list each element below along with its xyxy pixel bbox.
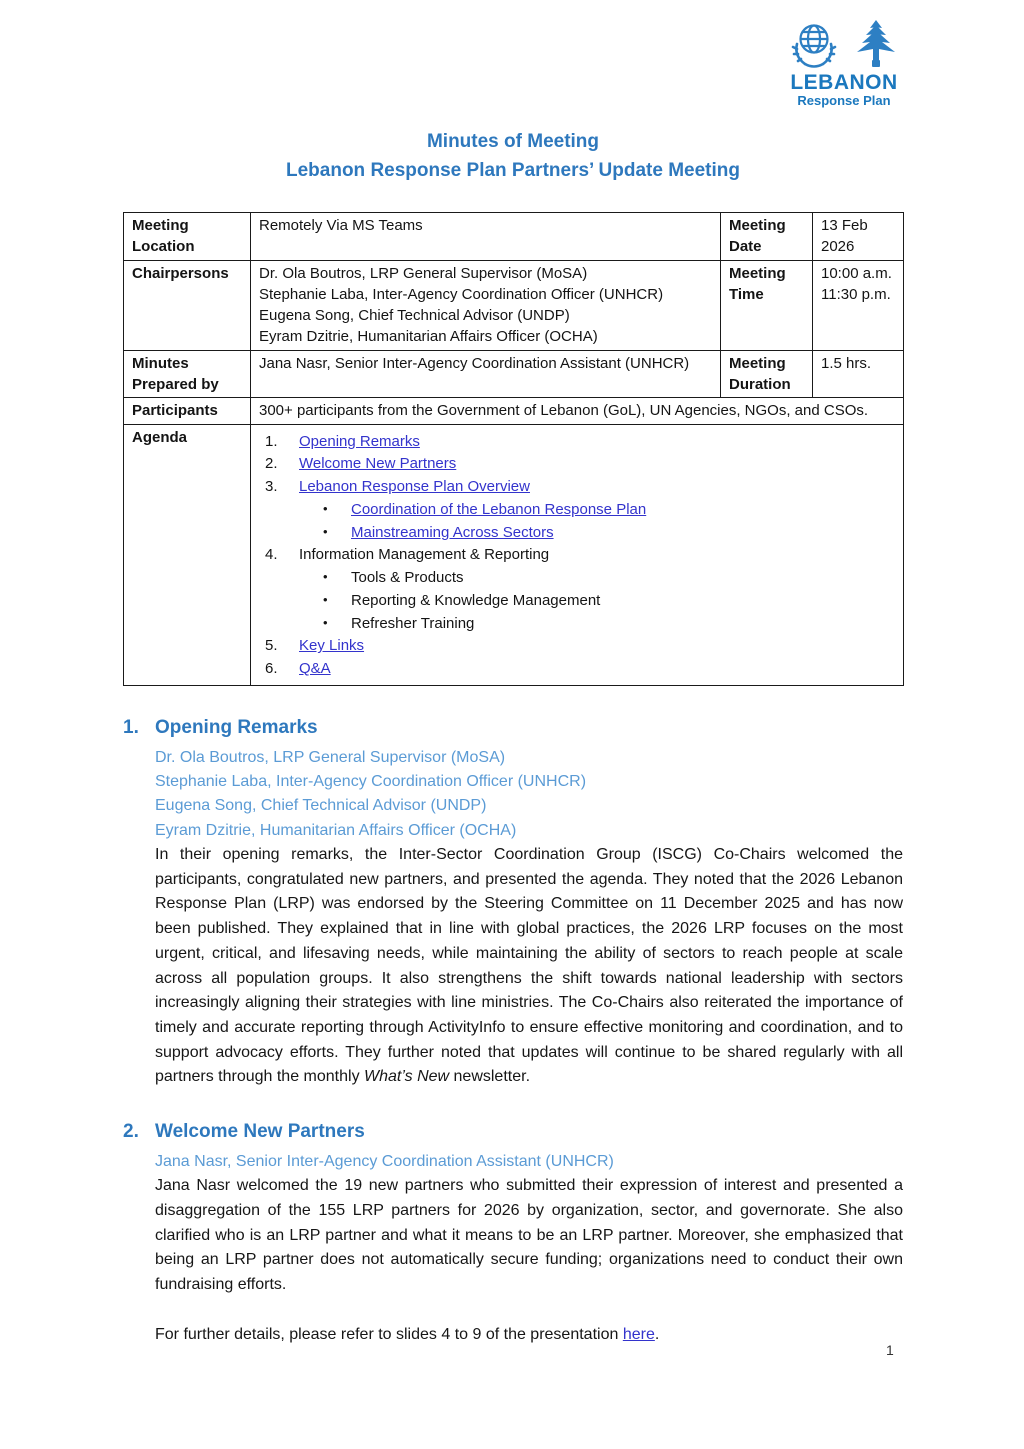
bullet-icon: • — [323, 591, 328, 607]
agenda-item-number: 5. — [265, 637, 278, 655]
bullet-icon: • — [323, 523, 328, 539]
agenda-subitem-text: Tools & Products — [351, 569, 464, 587]
table-row-chairpersons — [124, 260, 904, 350]
inline-link[interactable]: here — [622, 1325, 655, 1343]
agenda-item — [259, 658, 895, 680]
chairperson-line: Dr. Ola Boutros, LRP General Supervisor (MoSA) — [259, 264, 588, 282]
agenda-list — [259, 427, 895, 683]
text-run: What’s New — [364, 1068, 450, 1086]
participants-value: 300+ participants from the Government of Lebanon (GoL), UN Agencies, NGOs, and CSOs. — [251, 398, 904, 424]
agenda-subitem — [259, 522, 895, 544]
logo-icons — [781, 18, 907, 70]
text-run: . — [654, 1325, 660, 1343]
table-row-minutes — [124, 350, 904, 398]
lebanon-response-plan-logo — [781, 18, 907, 109]
meeting-date-line2: 2026 — [821, 238, 855, 256]
speaker-line: Jana Nasr, Senior Inter-Agency Coordination Assistant (UNHCR) — [155, 1152, 614, 1170]
agenda-subitem — [259, 590, 895, 612]
speakers — [155, 1150, 903, 1174]
agenda-subitem — [259, 499, 895, 521]
meeting-date-label: Meeting Date — [721, 213, 813, 261]
agenda-item-number: 4. — [265, 546, 278, 564]
agenda-item — [259, 476, 895, 498]
un-globe-icon — [785, 18, 843, 70]
agenda-subitem-text: Refresher Training — [351, 614, 475, 632]
meeting-duration-value: 1.5 hrs. — [813, 350, 904, 398]
meeting-time-label: Meeting Time — [721, 260, 813, 350]
meeting-time-line1: 10:00 a.m. — [821, 264, 892, 282]
agenda-cell — [251, 424, 904, 685]
speaker-line: Stephanie Laba, Inter-Agency Coordination Officer (UNHCR) — [155, 772, 587, 790]
bullet-icon: • — [323, 500, 328, 516]
agenda-item-text: Information Management & Reporting — [299, 546, 550, 564]
chairpersons-label: Chairpersons — [124, 260, 251, 350]
text-run: For further details, please refer to slides 4 to 9 of the presentation — [155, 1325, 623, 1343]
agenda-sublink[interactable]: Coordination of the Lebanon Response Plan — [351, 500, 647, 518]
agenda-item — [259, 453, 895, 475]
table-row-agenda — [124, 424, 904, 685]
meeting-meta-table — [123, 212, 904, 686]
page-number: 1 — [886, 1342, 894, 1358]
chairperson-line: Eyram Dzitrie, Humanitarian Affairs Officer (OCHA) — [259, 328, 598, 346]
speakers — [155, 746, 903, 843]
section-heading — [123, 716, 903, 740]
agenda-item-number: 2. — [265, 455, 278, 473]
meeting-location-label: Meeting Location — [124, 213, 251, 261]
speaker-line: Dr. Ola Boutros, LRP General Supervisor (MoSA) — [155, 748, 506, 766]
agenda-subitem — [259, 613, 895, 635]
meeting-date-value — [813, 213, 904, 261]
document-title-line1: Minutes of Meeting — [426, 131, 600, 152]
agenda-item-number: 6. — [265, 660, 278, 678]
document-body — [123, 128, 903, 1347]
speaker-line: Eyram Dzitrie, Humanitarian Affairs Officer (OCHA) — [155, 821, 517, 839]
logo-subtitle: Response Plan — [797, 93, 891, 109]
text-run: newsletter. — [449, 1068, 531, 1086]
paragraph — [155, 1323, 903, 1348]
speaker-line: Eugena Song, Chief Technical Advisor (UNDP) — [155, 797, 487, 815]
text-run: In their opening remarks, the Inter-Sector Coordination Group (ISCG) Co-Chairs welcomed the participants, congratulated new partners, and presented the agenda. They noted that the 2026 Lebanon Response Plan (LRP) was endorsed by the Steering Committee on 11 December 2025 and has now been published. They explained that in line with global practices, the 2026 LRP focuses on the most urgent, critical, and lifesaving needs, while maintaining the ability of sectors to reach people at scale across all population groups. It also strengthens the shift towards national leadership with sectors increasingly aligning their strategies with line ministries. The Co-Chairs also reiterated the importance of timely and accurate reporting through ActivityInfo to ensure effective monitoring and coordination, and to support advocacy efforts. They further noted that updates will continue to be shared regularly with all partners through the monthly — [155, 845, 903, 1086]
bullet-icon: • — [323, 569, 328, 585]
meeting-time-line2: 11:30 p.m. — [821, 285, 891, 303]
section — [123, 716, 903, 1090]
section-number: 1. — [123, 716, 139, 738]
meeting-date-line1: 13 Feb — [821, 217, 868, 234]
paragraph — [155, 843, 903, 1090]
agenda-link[interactable]: Key Links — [299, 637, 365, 655]
agenda-sublink[interactable]: Mainstreaming Across Sectors — [351, 523, 554, 541]
meeting-location-value: Remotely Via MS Teams — [251, 213, 721, 261]
agenda-item-number: 1. — [265, 432, 278, 450]
agenda-link[interactable]: Welcome New Partners — [299, 455, 457, 473]
agenda-subitem-text: Reporting & Knowledge Management — [351, 591, 601, 609]
section-number: 2. — [123, 1121, 139, 1143]
minutes-prepared-value: Jana Nasr, Senior Inter-Agency Coordination Assistant (UNHCR) — [251, 350, 721, 398]
agenda-subitem — [259, 567, 895, 589]
table-row-location — [124, 213, 904, 261]
logo-org-name: LEBANON — [790, 71, 898, 94]
chairperson-line: Stephanie Laba, Inter-Agency Coordination Officer (UNHCR) — [259, 285, 664, 303]
minutes-prepared-label: Minutes Prepared by — [124, 350, 251, 398]
chairpersons-value-cell — [251, 260, 721, 350]
meeting-duration-label: Meeting Duration — [721, 350, 813, 398]
meeting-time-value — [813, 260, 904, 350]
agenda-item — [259, 544, 895, 566]
chairperson-line: Eugena Song, Chief Technical Advisor (UNDP) — [259, 307, 570, 325]
paragraph — [155, 1174, 903, 1298]
cedar-tree-icon — [849, 18, 903, 70]
agenda-link[interactable]: Lebanon Response Plan Overview — [299, 478, 530, 496]
section-heading — [123, 1120, 903, 1144]
section — [123, 1120, 903, 1347]
table-row-participants — [124, 398, 904, 424]
agenda-item-number: 3. — [265, 478, 278, 496]
bullet-icon: • — [323, 614, 328, 630]
agenda-item — [259, 635, 895, 657]
agenda-label: Agenda — [124, 424, 251, 685]
text-run: Jana Nasr welcomed the 19 new partners who submitted their expression of interest and presented a disaggregation of the 155 LRP partners for 2026 by organization, sector, and governorate. She also clarified who is an LRP partner and what it means to be an LRP partner. Moreover, she emphasized that being an LRP partner does not automatically secure funding; organizations need to conduct their own fundraising efforts. — [155, 1177, 903, 1294]
agenda-link[interactable]: Q&A — [299, 660, 331, 678]
sections — [123, 716, 903, 1348]
agenda-link[interactable]: Opening Remarks — [299, 432, 420, 450]
document-title-line2: Lebanon Response Plan Partners’ Update Meeting — [286, 159, 740, 181]
section-title: Welcome New Partners — [155, 1121, 365, 1143]
agenda-item — [259, 431, 895, 453]
section-title: Opening Remarks — [155, 716, 318, 738]
participants-label: Participants — [124, 398, 251, 424]
